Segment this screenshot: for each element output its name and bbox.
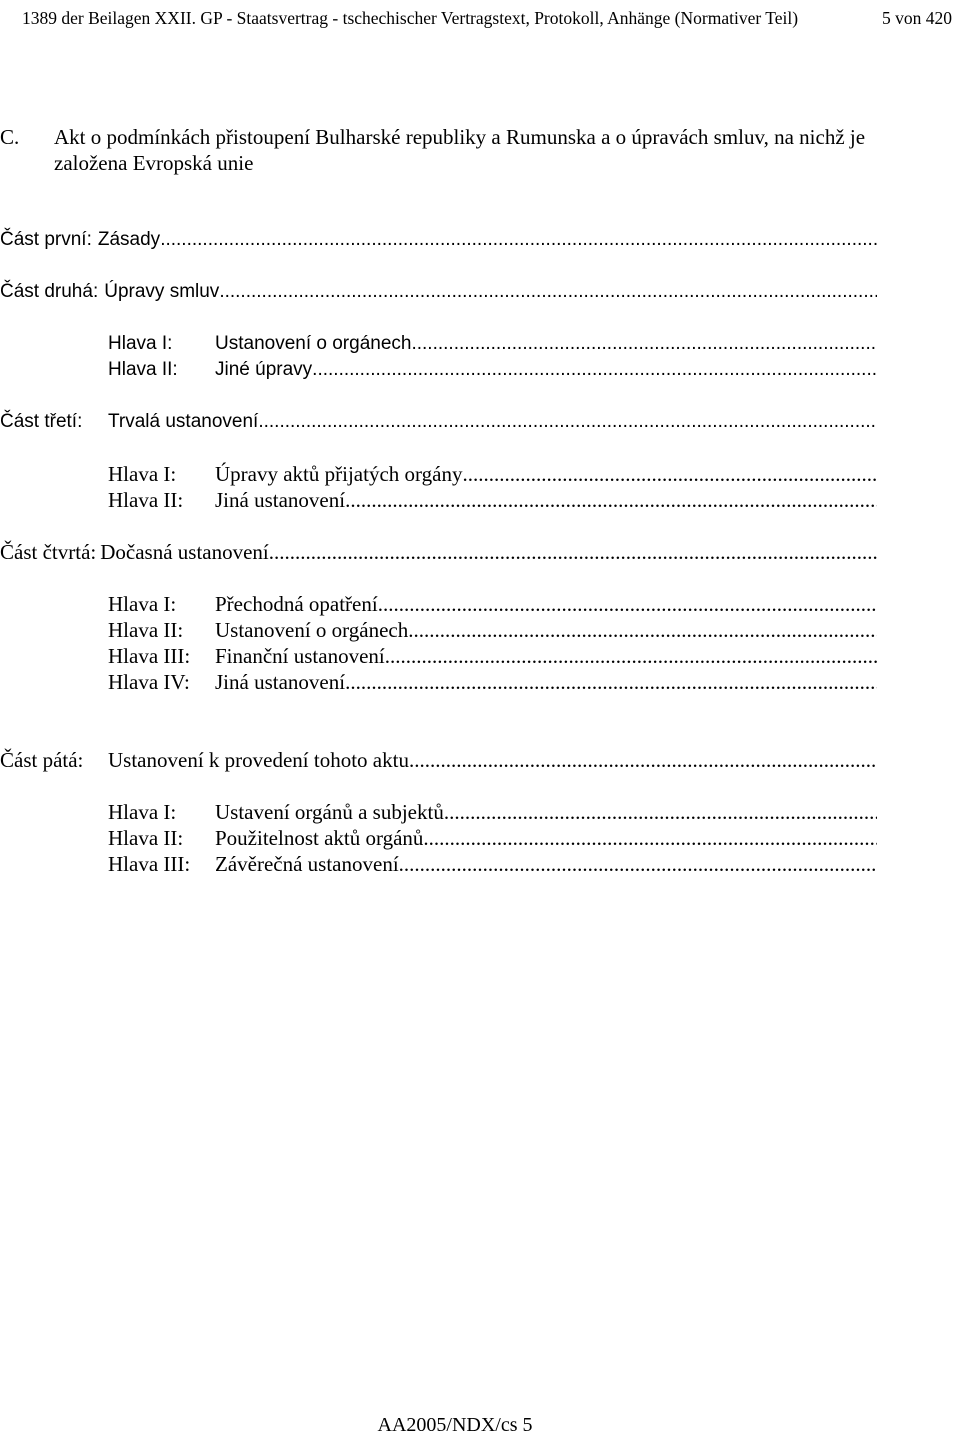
section-title: Akt o podmínkách přistoupení Bulharské republiky a Rumunska a o úpravách smluv, na nichž je založena Evropská unie — [54, 125, 866, 175]
chapter-label: Hlava III: — [108, 644, 191, 668]
header-page-info: 5 von 420 — [882, 8, 952, 28]
toc-part-1 — [0, 227, 877, 253]
toc-chapter — [108, 851, 877, 877]
section-letter: C. — [0, 125, 20, 149]
chapter-title: Přechodná opatření — [215, 592, 378, 616]
page-header — [22, 6, 952, 30]
part-title: Trvalá ustanovení — [108, 411, 259, 432]
dot-leader — [258, 409, 877, 435]
dot-leader — [444, 799, 877, 825]
dot-leader — [385, 643, 877, 669]
part-title: Úpravy smluv — [104, 281, 220, 302]
dot-leader — [160, 227, 877, 253]
chapter-title: Jiná ustanovení — [215, 670, 346, 694]
part-label: Část třetí: — [0, 411, 83, 432]
part-label: Část druhá: — [0, 281, 99, 302]
toc-chapter — [108, 617, 877, 643]
toc-part-3 — [0, 409, 877, 435]
dot-leader — [399, 851, 877, 877]
chapter-title: Finanční ustanovení — [215, 644, 385, 668]
toc-chapter — [108, 331, 877, 357]
toc-chapter — [108, 591, 877, 617]
part-label: Část pátá: — [0, 748, 84, 772]
chapter-label: Hlava I: — [108, 462, 177, 486]
part-label: Část čtvrtá: — [0, 540, 97, 564]
chapter-label: Hlava I: — [108, 592, 177, 616]
chapter-title: Použitelnost aktů orgánů — [215, 826, 424, 850]
chapter-title: Úpravy aktů přijatých orgány — [215, 462, 463, 486]
chapter-label: Hlava IV: — [108, 670, 190, 694]
part-title: Zásady — [97, 229, 161, 250]
chapter-label: Hlava II: — [108, 488, 184, 512]
toc-part-5 — [0, 747, 877, 773]
dot-leader — [409, 747, 877, 773]
dot-leader — [411, 331, 877, 357]
chapter-label: Hlava II: — [108, 826, 184, 850]
dot-leader — [312, 357, 877, 383]
chapter-label: Hlava I: — [108, 800, 177, 824]
chapter-title: Ustanovení o orgánech — [215, 618, 409, 642]
toc-chapter — [108, 461, 877, 487]
page-footer — [0, 1413, 960, 1437]
toc-part-2 — [0, 279, 877, 305]
dot-leader — [378, 591, 877, 617]
dot-leader — [408, 617, 877, 643]
chapter-label: Hlava I: — [108, 333, 173, 354]
chapter-label: Hlava II: — [108, 618, 184, 642]
toc-chapter — [108, 669, 877, 695]
chapter-label: Hlava III: — [108, 852, 191, 876]
chapter-label: Hlava II: — [108, 359, 178, 380]
dot-leader — [423, 825, 877, 851]
chapter-title: Jiné úpravy — [215, 359, 313, 380]
toc-chapter — [108, 643, 877, 669]
chapter-title: Ustanovení o orgánech — [215, 333, 412, 354]
toc-chapter — [108, 825, 877, 851]
part-label: Část první: — [0, 229, 92, 250]
dot-leader — [219, 279, 877, 305]
toc-chapter — [108, 357, 877, 383]
part-title: Ustanovení k provedení tohoto aktu — [108, 748, 409, 772]
chapter-title: Závěrečná ustanovení — [215, 852, 399, 876]
chapter-title: Jiná ustanovení — [215, 488, 346, 512]
toc-chapter — [108, 487, 877, 513]
header-title: 1389 der Beilagen XXII. GP - Staatsvertrag - tschechischer Vertragstext, Protokoll, Anhänge (Normativer Teil) — [22, 8, 799, 28]
dot-leader — [269, 539, 877, 565]
toc-chapter — [108, 799, 877, 825]
document-code: AA2005/NDX/cs 5 — [377, 1414, 533, 1436]
dot-leader — [345, 487, 877, 513]
dot-leader — [462, 461, 877, 487]
toc-part-4 — [0, 539, 877, 565]
part-title: Dočasná ustanovení — [100, 540, 269, 564]
dot-leader — [345, 669, 877, 695]
chapter-title: Ustavení orgánů a subjektů — [215, 800, 444, 824]
